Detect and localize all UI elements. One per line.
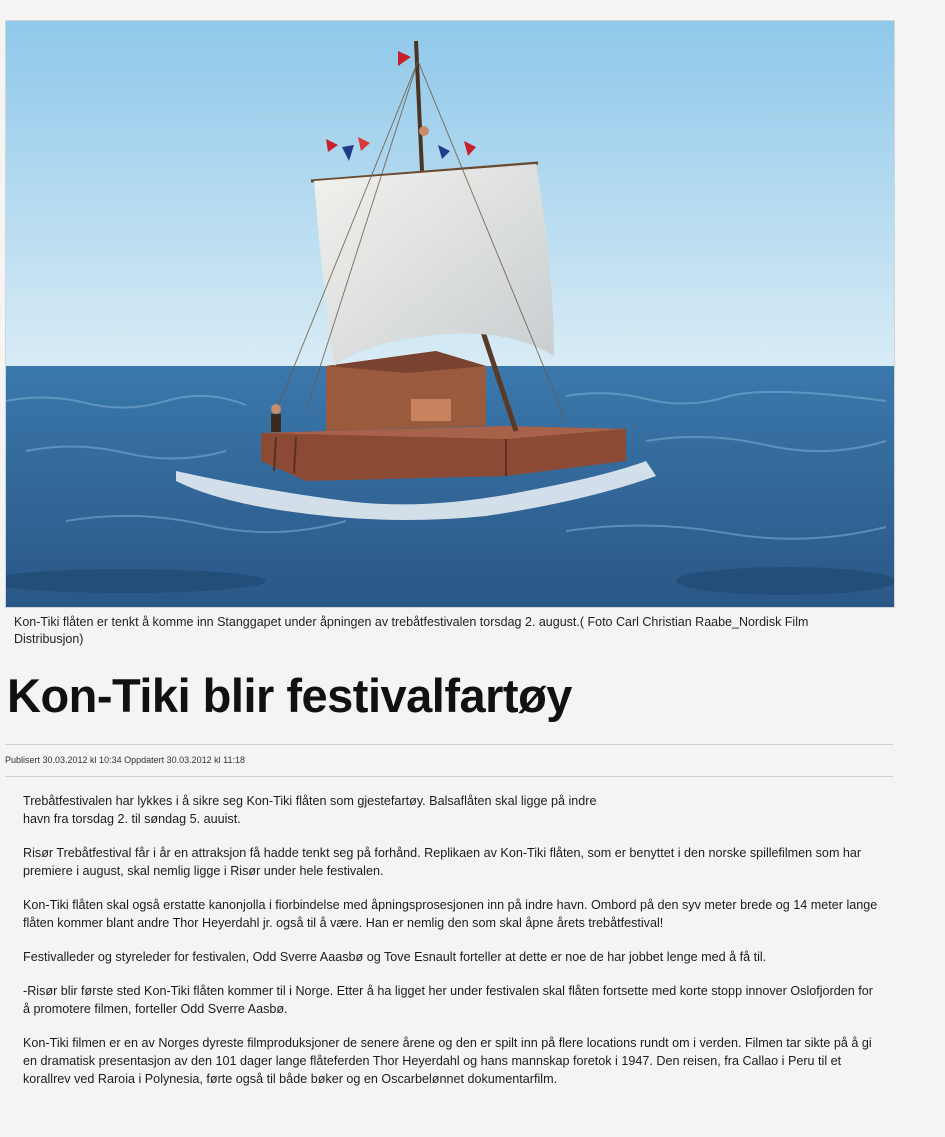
article-photo — [5, 20, 895, 608]
article-headline: Kon-Tiki blir festivalfartøy — [7, 669, 572, 722]
article-paragraph: -Risør blir første sted Kon-Tiki flåten kommer til i Norge. Etter å ha ligget her under festivalen skal flåten fortsette med korte stopp innover Oslofjorden for å promotere filmen, forteller Odd Sverre Aasbø. — [23, 984, 873, 1016]
publish-timestamp: Publisert 30.03.2012 kl 10:34 Oppdatert 30.03.2012 kl 11:18 — [5, 755, 246, 765]
article-paragraph: Trebåtfestivalen har lykkes i å sikre seg Kon-Tiki flåten som gjestefartøy. Balsaflåten skal ligge på indre havn fra torsdag 2. til søndag 5. auuist. — [23, 794, 597, 826]
photo-caption: Kon-Tiki flåten er tenkt å komme inn Stanggapet under åpningen av trebåtfestivalen torsdag 2. august.( Foto Carl Christian Raabe_Nordisk Film Distribusjon) — [14, 615, 809, 646]
article-paragraph: Festivalleder og styreleder for festivalen, Odd Sverre Aaasbø og Tove Esnault forteller at dette er noe de har jobbet lenge med å få til. — [23, 950, 767, 964]
article-paragraph: Risør Trebåtfestival får i år en attraksjon få hadde tenkt seg på forhånd. Replikaen av Kon-Tiki flåten, som er benyttet i den norske spillefilmen som har premiere i august, skal nemlig ligge i Risør under hele festivalen. — [23, 846, 862, 878]
raft-photo-illustration — [6, 21, 894, 607]
divider — [5, 776, 893, 777]
article-paragraph: Kon-Tiki filmen er en av Norges dyreste filmproduksjoner de senere årene og den er spilt inn på flere locations rundt om i verden. Filmen tar sikte på å gi en dramatisk presentasjon av den 101 dager lange flåteferden Thor Heyerdahl og hans mannskap foretok i 1947. Den reisen, fra Callao i Peru til et korallrev ved Raroia i Polynesia, førte også til både bøker og en Oscarbelønnet dokumentarfilm. — [23, 1036, 872, 1086]
article-paragraph: Kon-Tiki flåten skal også erstatte kanonjolla i fiorbindelse med åpningsprosesjonen inn på indre havn. Ombord på den syv meter brede og 14 meter lange flåten kommer blant andre Thor Heyerdahl jr. også til å være. Han er nemlig den som skal åpne årets trebåtfestival! — [23, 898, 878, 930]
article-body — [23, 792, 883, 1104]
divider — [5, 744, 893, 745]
